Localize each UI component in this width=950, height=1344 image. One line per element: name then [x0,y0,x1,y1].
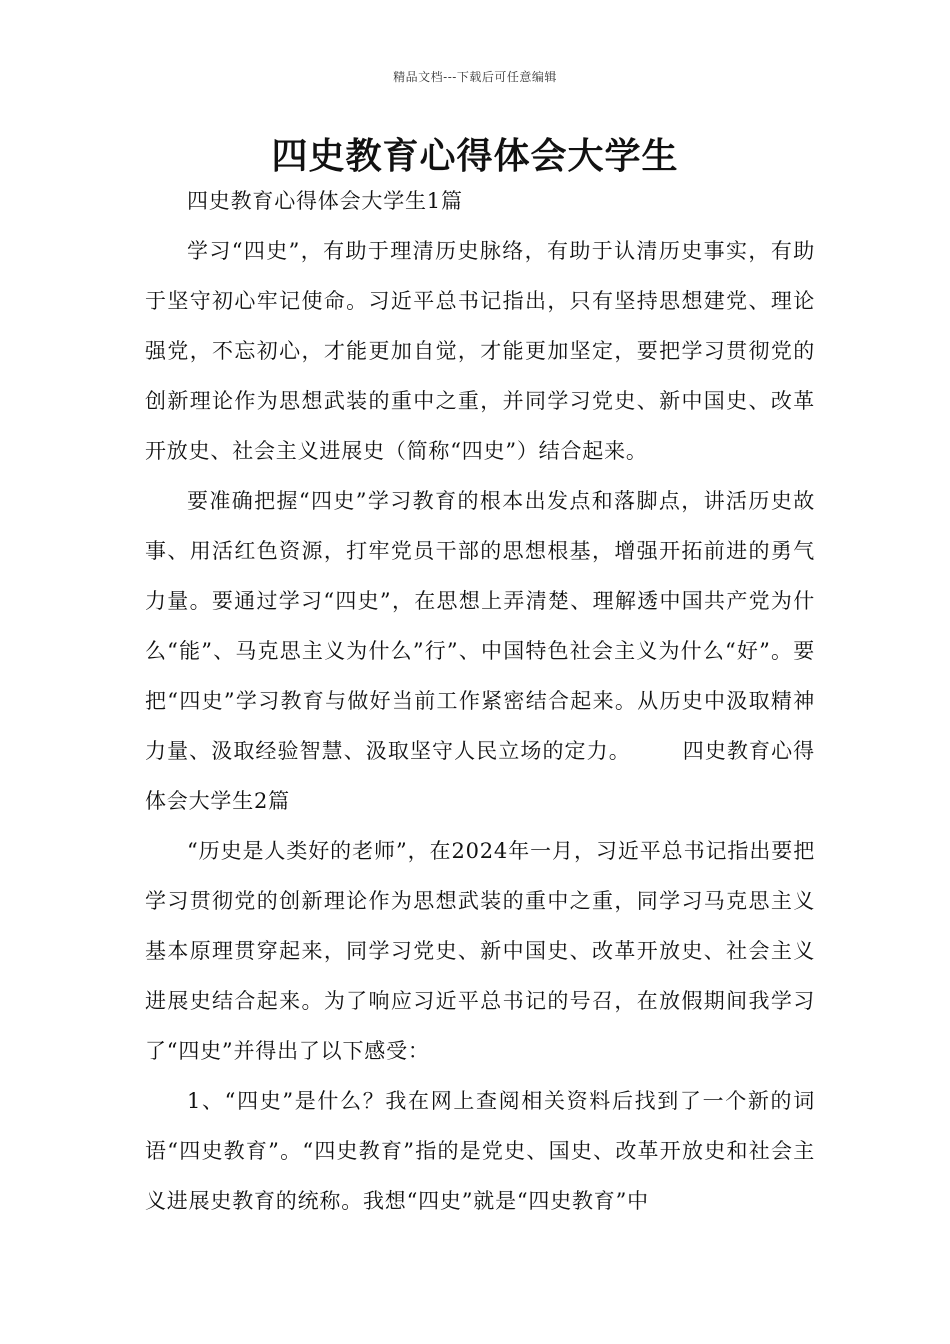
paragraph-1: 学习“四史”，有助于理清历史脉络，有助于认清历史事实，有助于坚守初心牢记使命。习近平总书记指出，只有坚持思想建党、理论强党，不忘初心，才能更加自觉，才能更加坚定，要把学习贯彻党的创新理论作为思想武装的重中之重，并同学习党史、新中国史、改革开放史、社会主义进展史（简称“四史”）结合起来。 [145,239,815,463]
paragraph-2-text: 要准确把握“四史”学习教育的根本出发点和落脚点，讲活历史故事、用活红色资源，打牢党员干部的思想根基，增强开拓前进的勇气力量。要通过学习“四史”，在思想上弄清楚、理解透中国共产党为什么“能”、马克思主义为什么”行”、中国特色社会主义为什么“好”。要把“四史”学习教育与做好当前工作紧密结合起来。从历史中汲取精神力量、汲取经验智慧、汲取坚守人民立场的定力。 [145,489,815,763]
section-heading-2: 四史教育心得体会大学生2篇 [145,739,815,813]
paragraph-2 [145,476,815,826]
section-heading-1: 四史教育心得体会大学生1篇 [187,189,463,213]
paragraph-4: 1、“四史”是什么？我在网上查阅相关资料后找到了一个新的词语“四史教育”。“四史教育”指的是党史、国史、改革开放史和社会主义进展史教育的统称。我想“四史”就是“四史教育”中 [145,1089,815,1213]
document-body [145,182,815,1226]
document-title: 四史教育心得体会大学生 [271,135,679,177]
page-header: 精品文档---下载后可任意编辑 [393,70,557,84]
paragraph-3: “历史是人类好的老师”，在2024年一月，习近平总书记指出要把学习贯彻党的创新理论作为思想武装的重中之重，同学习马克思主义基本原理贯穿起来，同学习党史、新中国史、改革开放史、社会主义进展史结合起来。为了响应习近平总书记的号召，在放假期间我学习了“四史”并得出了以下感受： [145,839,815,1063]
